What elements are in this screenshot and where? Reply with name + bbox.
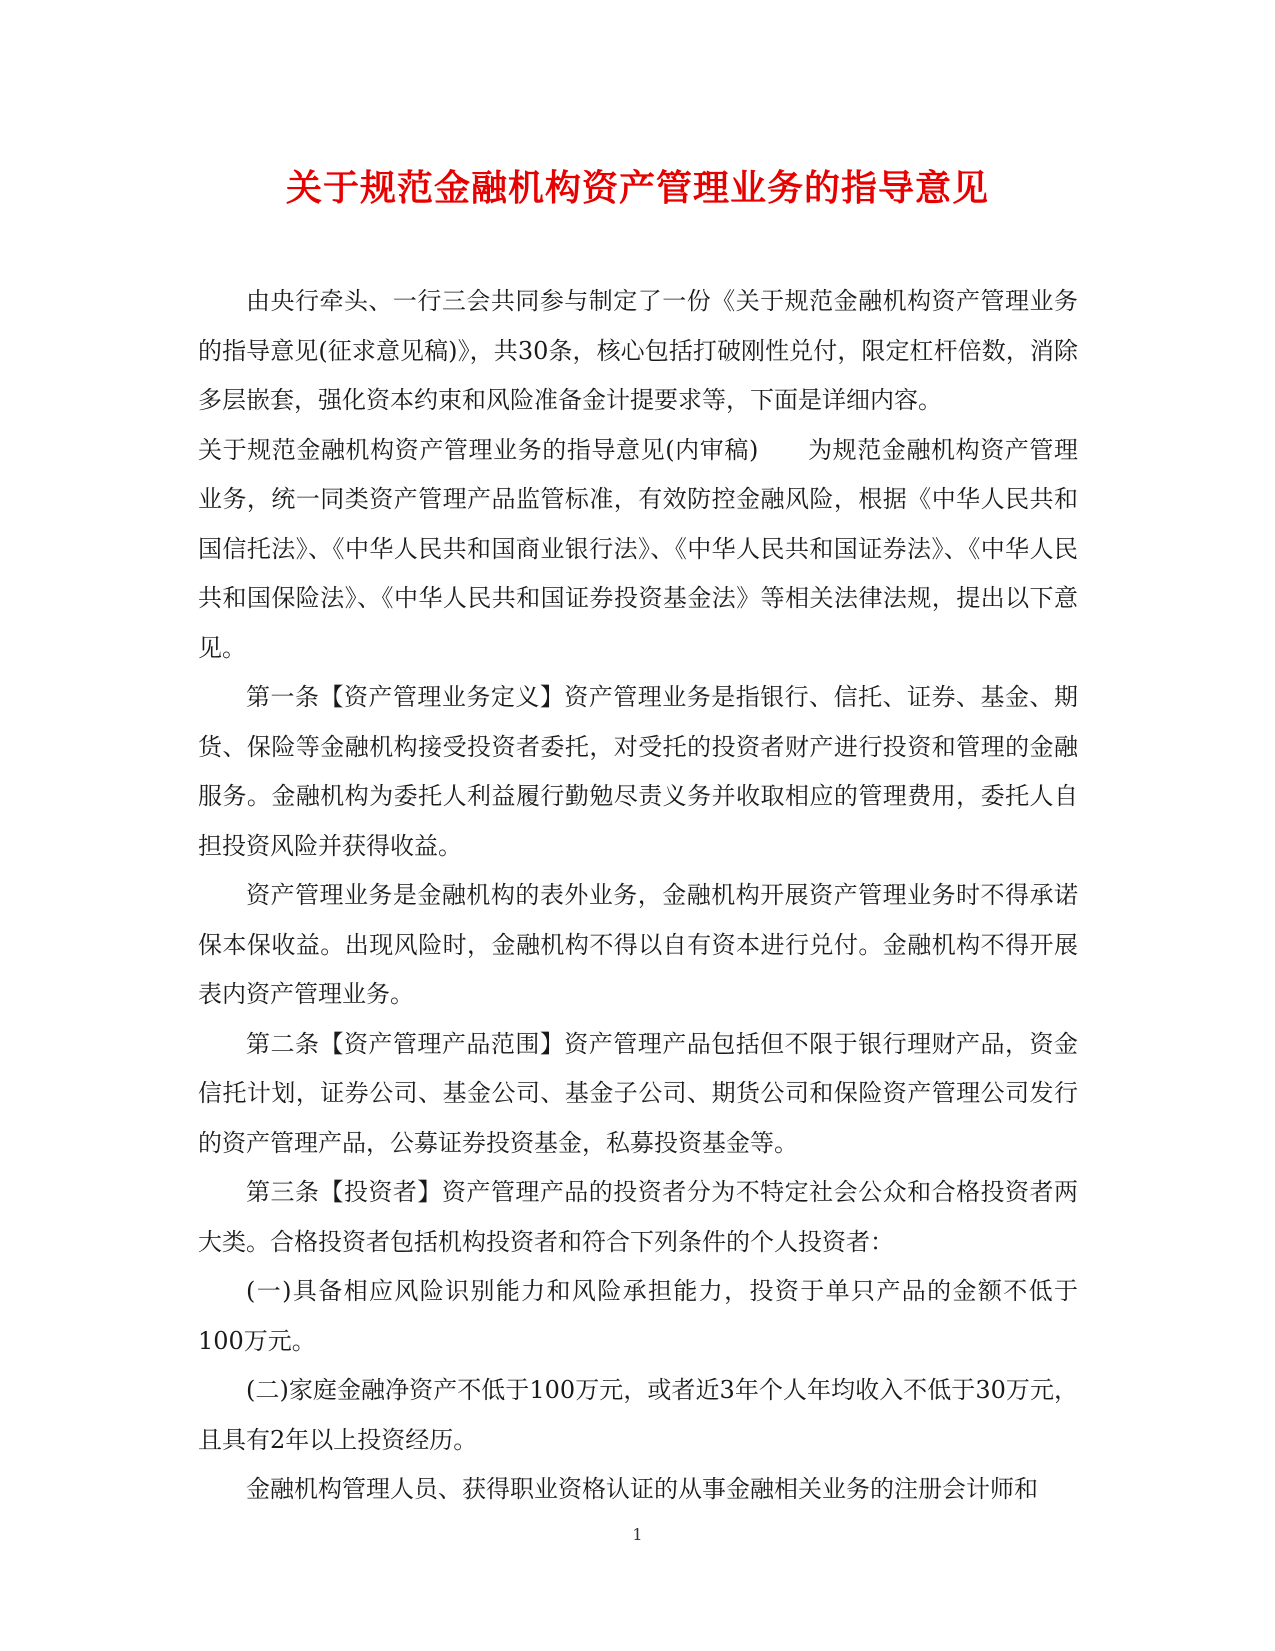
paragraph-continuation: 金融机构管理人员、获得职业资格认证的从事金融相关业务的注册会计师和 xyxy=(246,1475,1038,1503)
paragraph-article-1-cont: 资产管理业务是金融机构的表外业务，金融机构开展资产管理业务时不得承诺保本保收益。出现风险时，金融机构不得以自有资本进行兑付。金融机构不得开展表内资产管理业务。 xyxy=(198,881,1078,1008)
page-number: 1 xyxy=(632,1525,643,1544)
paragraph-preamble: 关于规范金融机构资产管理业务的指导意见(内审稿) 为规范金融机构资产管理业务，统一同类资产管理产品监管标准，有效防控金融风险，根据《中华人民共和国信托法》、《中华人民共和国商业银行法》、《中华人民共和国证券法》、《中华人民共和国保险法》、《中华人民共和国证券投资基金法》等相关法律法规，提出以下意见。 xyxy=(198,435,1078,662)
paragraph-article-2: 第二条【资产管理产品范围】资产管理产品包括但不限于银行理财产品，资金信托计划，证券公司、基金公司、基金子公司、期货公司和保险资产管理公司发行的资产管理产品，公募证券投资基金，私募投资基金等。 xyxy=(198,1029,1078,1157)
paragraph-article-3: 第三条【投资者】资产管理产品的投资者分为不特定社会公众和合格投资者两大类。合格投资者包括机构投资者和符合下列条件的个人投资者： xyxy=(198,1178,1078,1256)
paragraph-article-1: 第一条【资产管理业务定义】资产管理业务是指银行、信托、证券、基金、期货、保险等金融机构接受投资者委托，对受托的投资者财产进行投资和管理的金融服务。金融机构为委托人利益履行勤勉尽责义务并收取相应的管理费用，委托人自担投资风险并获得收益。 xyxy=(198,683,1078,860)
paragraph-item-2: (二)家庭金融净资产不低于100万元，或者近3年个人年均收入不低于30万元，且具有2年以上投资经历。 xyxy=(198,1376,1078,1454)
paragraph-item-1: (一)具备相应风险识别能力和风险承担能力，投资于单只产品的金额不低于100万元。 xyxy=(198,1277,1078,1355)
paragraph-intro: 由央行牵头、一行三会共同参与制定了一份《关于规范金融机构资产管理业务的指导意见(征求意见稿)》，共30条，核心包括打破刚性兑付，限定杠杆倍数，消除多层嵌套，强化资本约束和风险准备金计提要求等，下面是详细内容。 xyxy=(198,287,1078,414)
document-body xyxy=(198,277,1078,1515)
document-title: 关于规范金融机构资产管理业务的指导意见 xyxy=(285,167,989,209)
